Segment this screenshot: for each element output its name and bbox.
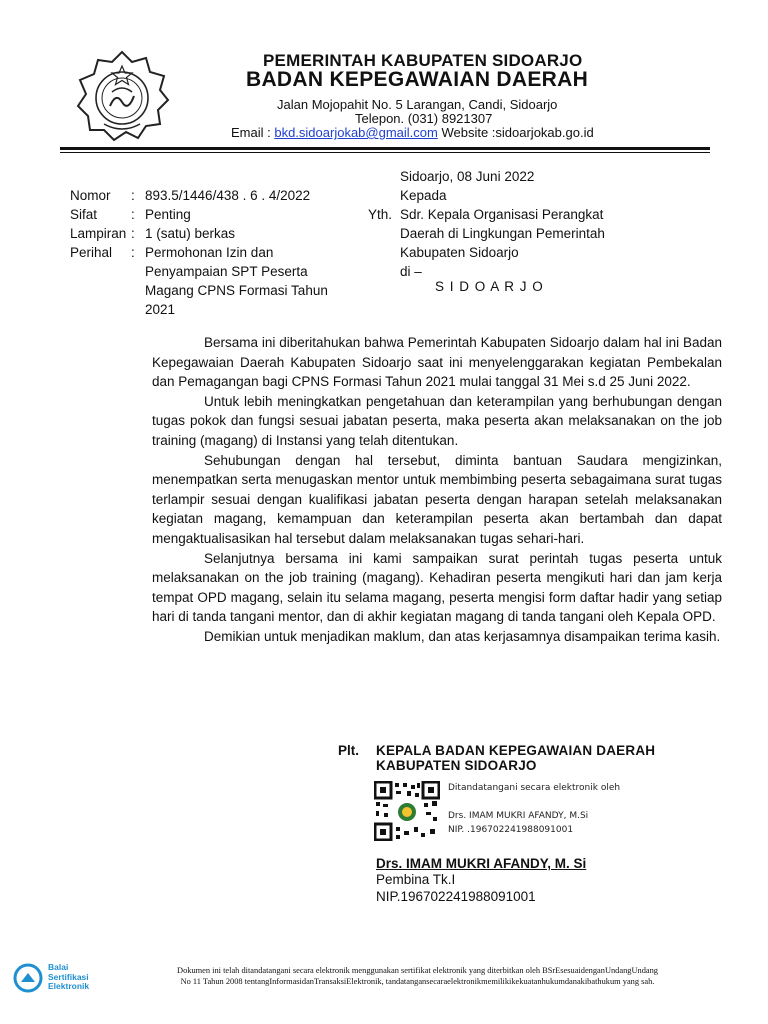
meta-value-perihal-cont: 2021 (145, 302, 176, 317)
body-paragraph: Bersama ini diberitahukan bahwa Pemerintah Kabupaten Sidoarjo dalam hal ini Badan Kepegawaian Daerah Kabupaten Sidoarjo saat ini menyelenggarakan kegiatan Pembekalan dan Pemagangan bagi CPNS Formasi Tahun 2021 mulai tanggal 31 Mei s.d 25 Juni 2022. (152, 335, 722, 390)
meta-value-sifat: Penting (145, 207, 191, 222)
meta-value-nomor: 893.5/1446/438 . 6 . 4/2022 (145, 188, 311, 203)
email-link[interactable]: bkd.sidoarjokab@gmail.com (274, 125, 438, 140)
letterhead-agency: BADAN KEPEGAWAIAN DAERAH (246, 68, 589, 91)
letterhead-thick-rule (60, 147, 710, 150)
body-paragraph: Selanjutnya bersama ini kami sampaikan surat perintah tugas peserta untuk melaksanakan on the job training (magang). Kehadiran peserta mengikuti hari dan jam kerja tempat OPD magang, selain itu selama magang, peserta mengisi form daftar hadir yang setiap hari di tanda tangani mentor, dan di akhir kegiatan magang di tanda tangani oleh Kepala OPD. (152, 550, 722, 625)
letterhead-government: PEMERINTAH KABUPATEN SIDOARJO (263, 51, 583, 70)
signature-plt: Plt. (338, 743, 360, 758)
recipient-di: di – (400, 264, 422, 279)
recipient-line: Daerah di Lingkungan Pemerintah (400, 226, 605, 241)
signatory-rank: Pembina Tk.I (376, 872, 456, 887)
esign-note: Ditandatangani secara elektronik oleh (448, 783, 621, 793)
letter-date: Sidoarjo, 08 Juni 2022 (400, 169, 535, 184)
body-paragraph: Sehubungan dengan hal tersebut, diminta bantuan Saudara mengizinkan, menempatkan serta menugaskan mentor untuk membimbing peserta sebagaimana surat tugas terlampir sesuai dengan kualifikasi jabatan peserta dengan harapan setelah melaksanakan kegiatan magang, kemampuan dan keterampilan peserta akan bertambah dan dapat mengaktualisasikan hal tersebut dalam melaksanakan tugas sehari-hari. (152, 452, 722, 546)
meta-value-perihal-cont: Magang CPNS Formasi Tahun (145, 283, 328, 298)
meta-colon: : (131, 245, 135, 260)
email-label: Email : (231, 125, 275, 140)
qr-code-icon (374, 781, 440, 841)
meta-label-nomor: Nomor (70, 188, 111, 203)
signature-title: KEPALA BADAN KEPEGAWAIAN DAERAH (376, 743, 656, 758)
letterhead-address: Jalan Mojopahit No. 5 Larangan, Candi, Sidoarjo (277, 97, 558, 112)
meta-value-perihal-cont: Penyampaian SPT Peserta (145, 264, 308, 279)
meta-value-perihal: Permohonan Izin dan (145, 245, 274, 260)
meta-colon: : (131, 226, 135, 241)
esign-nip: NIP. .196702241988091001 (448, 825, 574, 835)
recipient-city: S I D O A R J O (435, 279, 544, 294)
letterhead-contact (231, 125, 594, 140)
signature-title-cont: KABUPATEN SIDOARJO (376, 758, 537, 773)
body-paragraph: Demikian untuk menjadikan maklum, dan atas kerjasamnya disampaikan terima kasih. (204, 628, 721, 644)
recipient-line: Kabupaten Sidoarjo (400, 245, 519, 260)
recipient-kepada: Kepada (400, 188, 447, 203)
bsre-label: Elektronik (48, 981, 90, 991)
meta-label-lampiran: Lampiran (70, 226, 127, 241)
meta-colon: : (131, 188, 135, 203)
government-emblem-logo (74, 48, 170, 144)
meta-label-sifat: Sifat (70, 207, 98, 222)
signatory-nip: NIP.196702241988091001 (376, 889, 536, 904)
meta-label-perihal: Perihal (70, 245, 113, 260)
recipient-yth: Yth. (368, 207, 393, 222)
meta-value-lampiran: 1 (satu) berkas (145, 226, 236, 241)
website-text: Website :sidoarjokab.go.id (437, 125, 594, 140)
recipient-line: Sdr. Kepala Organisasi Perangkat (400, 207, 604, 222)
letter-body (152, 333, 722, 647)
footer-line: No 11 Tahun 2008 tentangInformasidanTransaksiElektronik, tandatangansecaraelektronikmemilikikekuatanhukumdanakibathukum yang sah. (180, 977, 655, 986)
signatory-name: Drs. IMAM MUKRI AFANDY, M. Si (376, 856, 587, 871)
meta-colon: : (131, 207, 135, 222)
esign-name: Drs. IMAM MUKRI AFANDY, M.Si (448, 811, 589, 821)
bsre-label: Sertifikasi (48, 971, 89, 982)
bsre-logo (12, 962, 110, 994)
body-paragraph: Untuk lebih meningkatkan pengetahuan dan keterampilan yang berhubungan dengan tugas pokok dan fungsi sesuai jabatan peserta, maka peserta akan melaksanakan on the job training (magang) di Instansi yang telah ditentukan. (152, 393, 722, 448)
letterhead-phone: Telepon. (031) 8921307 (355, 111, 493, 126)
bsre-label: Balai (48, 962, 69, 972)
letterhead-thin-rule (60, 152, 710, 153)
footer-line: Dokumen ini telah ditandatangani secara elektronik menggunakan sertifikat elektronik yang diterbitkan oleh BSrEsesuaidenganUndangUndang (177, 966, 658, 975)
footer-disclaimer (120, 965, 715, 987)
